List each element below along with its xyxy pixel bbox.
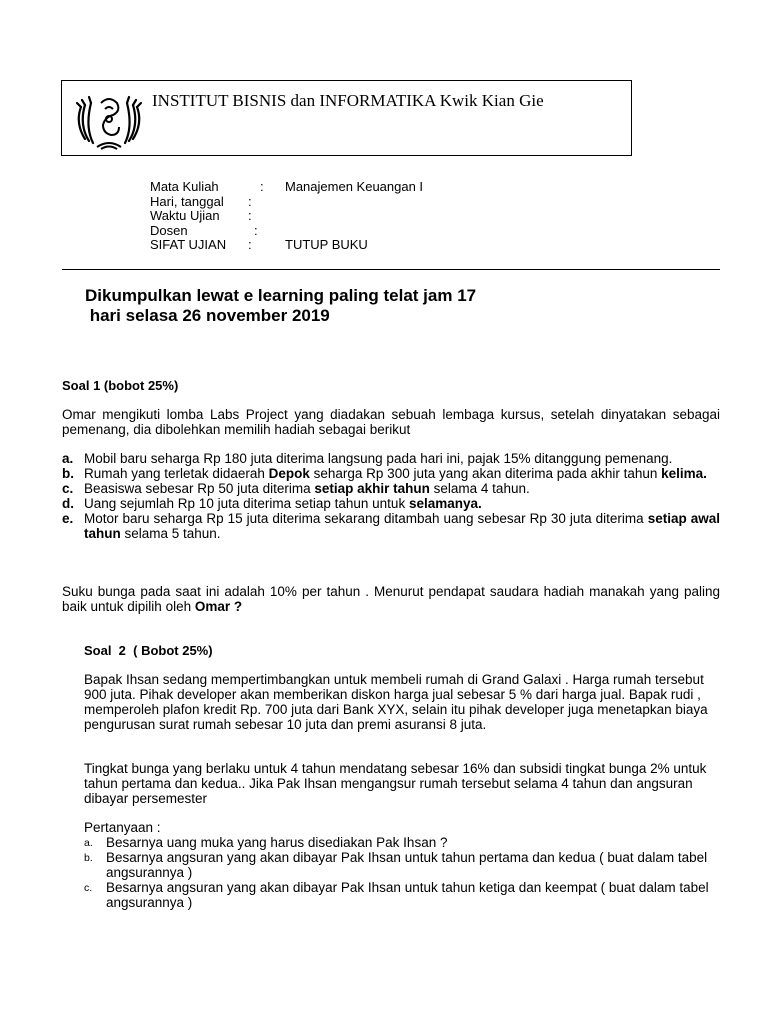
option-emphasis: Depok xyxy=(268,466,310,481)
soal2-questions xyxy=(84,835,724,910)
exam-info-label: SIFAT UJIAN xyxy=(150,237,227,252)
list-item xyxy=(62,511,720,541)
exam-info-value: Manajemen Keuangan I xyxy=(285,179,424,194)
option-emphasis: kelima. xyxy=(661,466,707,481)
exam-info-colon: : xyxy=(248,193,252,209)
soal2-paragraph: Tingkat bunga yang berlaku untuk 4 tahun mendatang sebesar 16% dan subsidi tingkat bunga 2% untuk tahun pertama dan kedua.. Jika Pak Ihsan mengangsur rumah tersebut selama 4 tahun dan angsuran dibayar persemester xyxy=(84,761,707,806)
list-marker: e. xyxy=(62,511,74,526)
submission-notice-line: Dikumpulkan lewat e learning paling telat jam 17 xyxy=(85,286,477,305)
list-item xyxy=(62,466,720,481)
exam-info-label: Dosen xyxy=(150,222,188,238)
institution-name: INSTITUT BISNIS dan INFORMATIKA Kwik Kian Gie xyxy=(152,91,544,110)
question-item-text: Besarnya angsuran yang akan dibayar Pak Ihsan untuk tahun pertama dan kedua ( buat dalam tabel angsurannya ) xyxy=(106,850,708,880)
kwik-kian-gie-logo-icon xyxy=(73,89,145,151)
list-marker: c. xyxy=(84,882,93,894)
list-item xyxy=(62,481,720,496)
submission-notice xyxy=(85,286,476,326)
list-marker: b. xyxy=(84,852,93,864)
option-emphasis: selamanya. xyxy=(408,496,482,511)
questions-label: Pertanyaan : xyxy=(84,820,161,835)
question-text: Suku bunga pada saat ini adalah 10% per tahun . Menurut pendapat saudara hadiah manakah yang paling baik untuk dipilih oleh xyxy=(62,584,720,614)
option-text: seharga Rp 300 juta yang akan diterima pada akhir tahun xyxy=(309,466,662,481)
exam-info-colon: : xyxy=(254,222,258,238)
soal1-question xyxy=(62,584,720,614)
exam-info-colon: : xyxy=(248,237,252,252)
option-text: selama 4 tahun. xyxy=(429,481,530,496)
soal2-paragraph: Bapak Ihsan sedang mempertimbangkan untuk membeli rumah di Grand Galaxi . Harga rumah tersebut 900 juta. Pihak developer akan memberikan diskon harga jual sebesar 5 % dari harga jual. Bapak rudi , memperoleh plafon kredit Rp. 700 juta dari Bank XYX, selain itu pihak developer juga menetapkan biaya pengurusan surat rumah sebesar 10 juta dan premi asuransi 8 juta. xyxy=(84,672,708,732)
option-text: Rumah yang terletak didaerah xyxy=(84,466,269,481)
list-marker: d. xyxy=(62,496,74,511)
list-marker: a. xyxy=(84,837,93,849)
exam-info-label: Hari, tanggal xyxy=(150,193,224,209)
option-text: Mobil baru seharga Rp 180 juta diterima langsung pada hari ini, pajak 15% ditanggung pemenang. xyxy=(84,451,673,466)
exam-info-colon: : xyxy=(248,208,252,223)
question-emphasis: Omar ? xyxy=(194,599,243,614)
list-item xyxy=(62,451,720,466)
soal1-options xyxy=(62,451,720,541)
exam-info-value: TUTUP BUKU xyxy=(285,237,368,252)
exam-info-colon: : xyxy=(260,179,264,194)
option-text: selama 5 tahun. xyxy=(120,526,221,541)
list-marker: c. xyxy=(62,481,74,496)
option-emphasis: setiap awal tahun xyxy=(84,511,720,541)
question-item-text: Besarnya uang muka yang harus disediakan Pak Ihsan ? xyxy=(106,835,448,850)
option-text: Beasiswa sebesar Rp 50 juta diterima xyxy=(84,481,315,496)
exam-info-label: Mata Kuliah xyxy=(150,179,219,194)
exam-info-label: Waktu Ujian xyxy=(150,208,220,223)
list-item xyxy=(84,835,724,850)
question-item-text: Besarnya angsuran yang akan dibayar Pak Ihsan untuk tahun ketiga dan keempat ( buat dalam tabel angsurannya ) xyxy=(106,880,709,910)
soal1-title: Soal 1 (bobot 25%) xyxy=(62,378,179,393)
divider xyxy=(62,269,720,270)
list-marker: a. xyxy=(62,451,74,466)
list-item xyxy=(84,850,724,880)
option-text: Motor baru seharga Rp 15 juta diterima sekarang ditambah uang sebesar Rp 30 juta diterima xyxy=(84,511,648,526)
header-box xyxy=(61,80,632,156)
list-item xyxy=(62,496,720,511)
soal2-title: Soal 2 ( Bobot 25%) xyxy=(84,643,213,658)
list-item xyxy=(84,880,724,910)
submission-notice-line: hari selasa 26 november 2019 xyxy=(85,306,330,325)
list-marker: b. xyxy=(62,466,74,481)
soal1-intro: Omar mengikuti lomba Labs Project yang diadakan sebuah lembaga kursus, setelah dinyatakan sebagai pemenang, dia dibolehkan memilih hadiah sebagai berikut xyxy=(62,407,720,437)
option-emphasis: setiap akhir tahun xyxy=(314,481,430,496)
option-text: Uang sejumlah Rp 10 juta diterima setiap tahun untuk xyxy=(84,496,409,511)
